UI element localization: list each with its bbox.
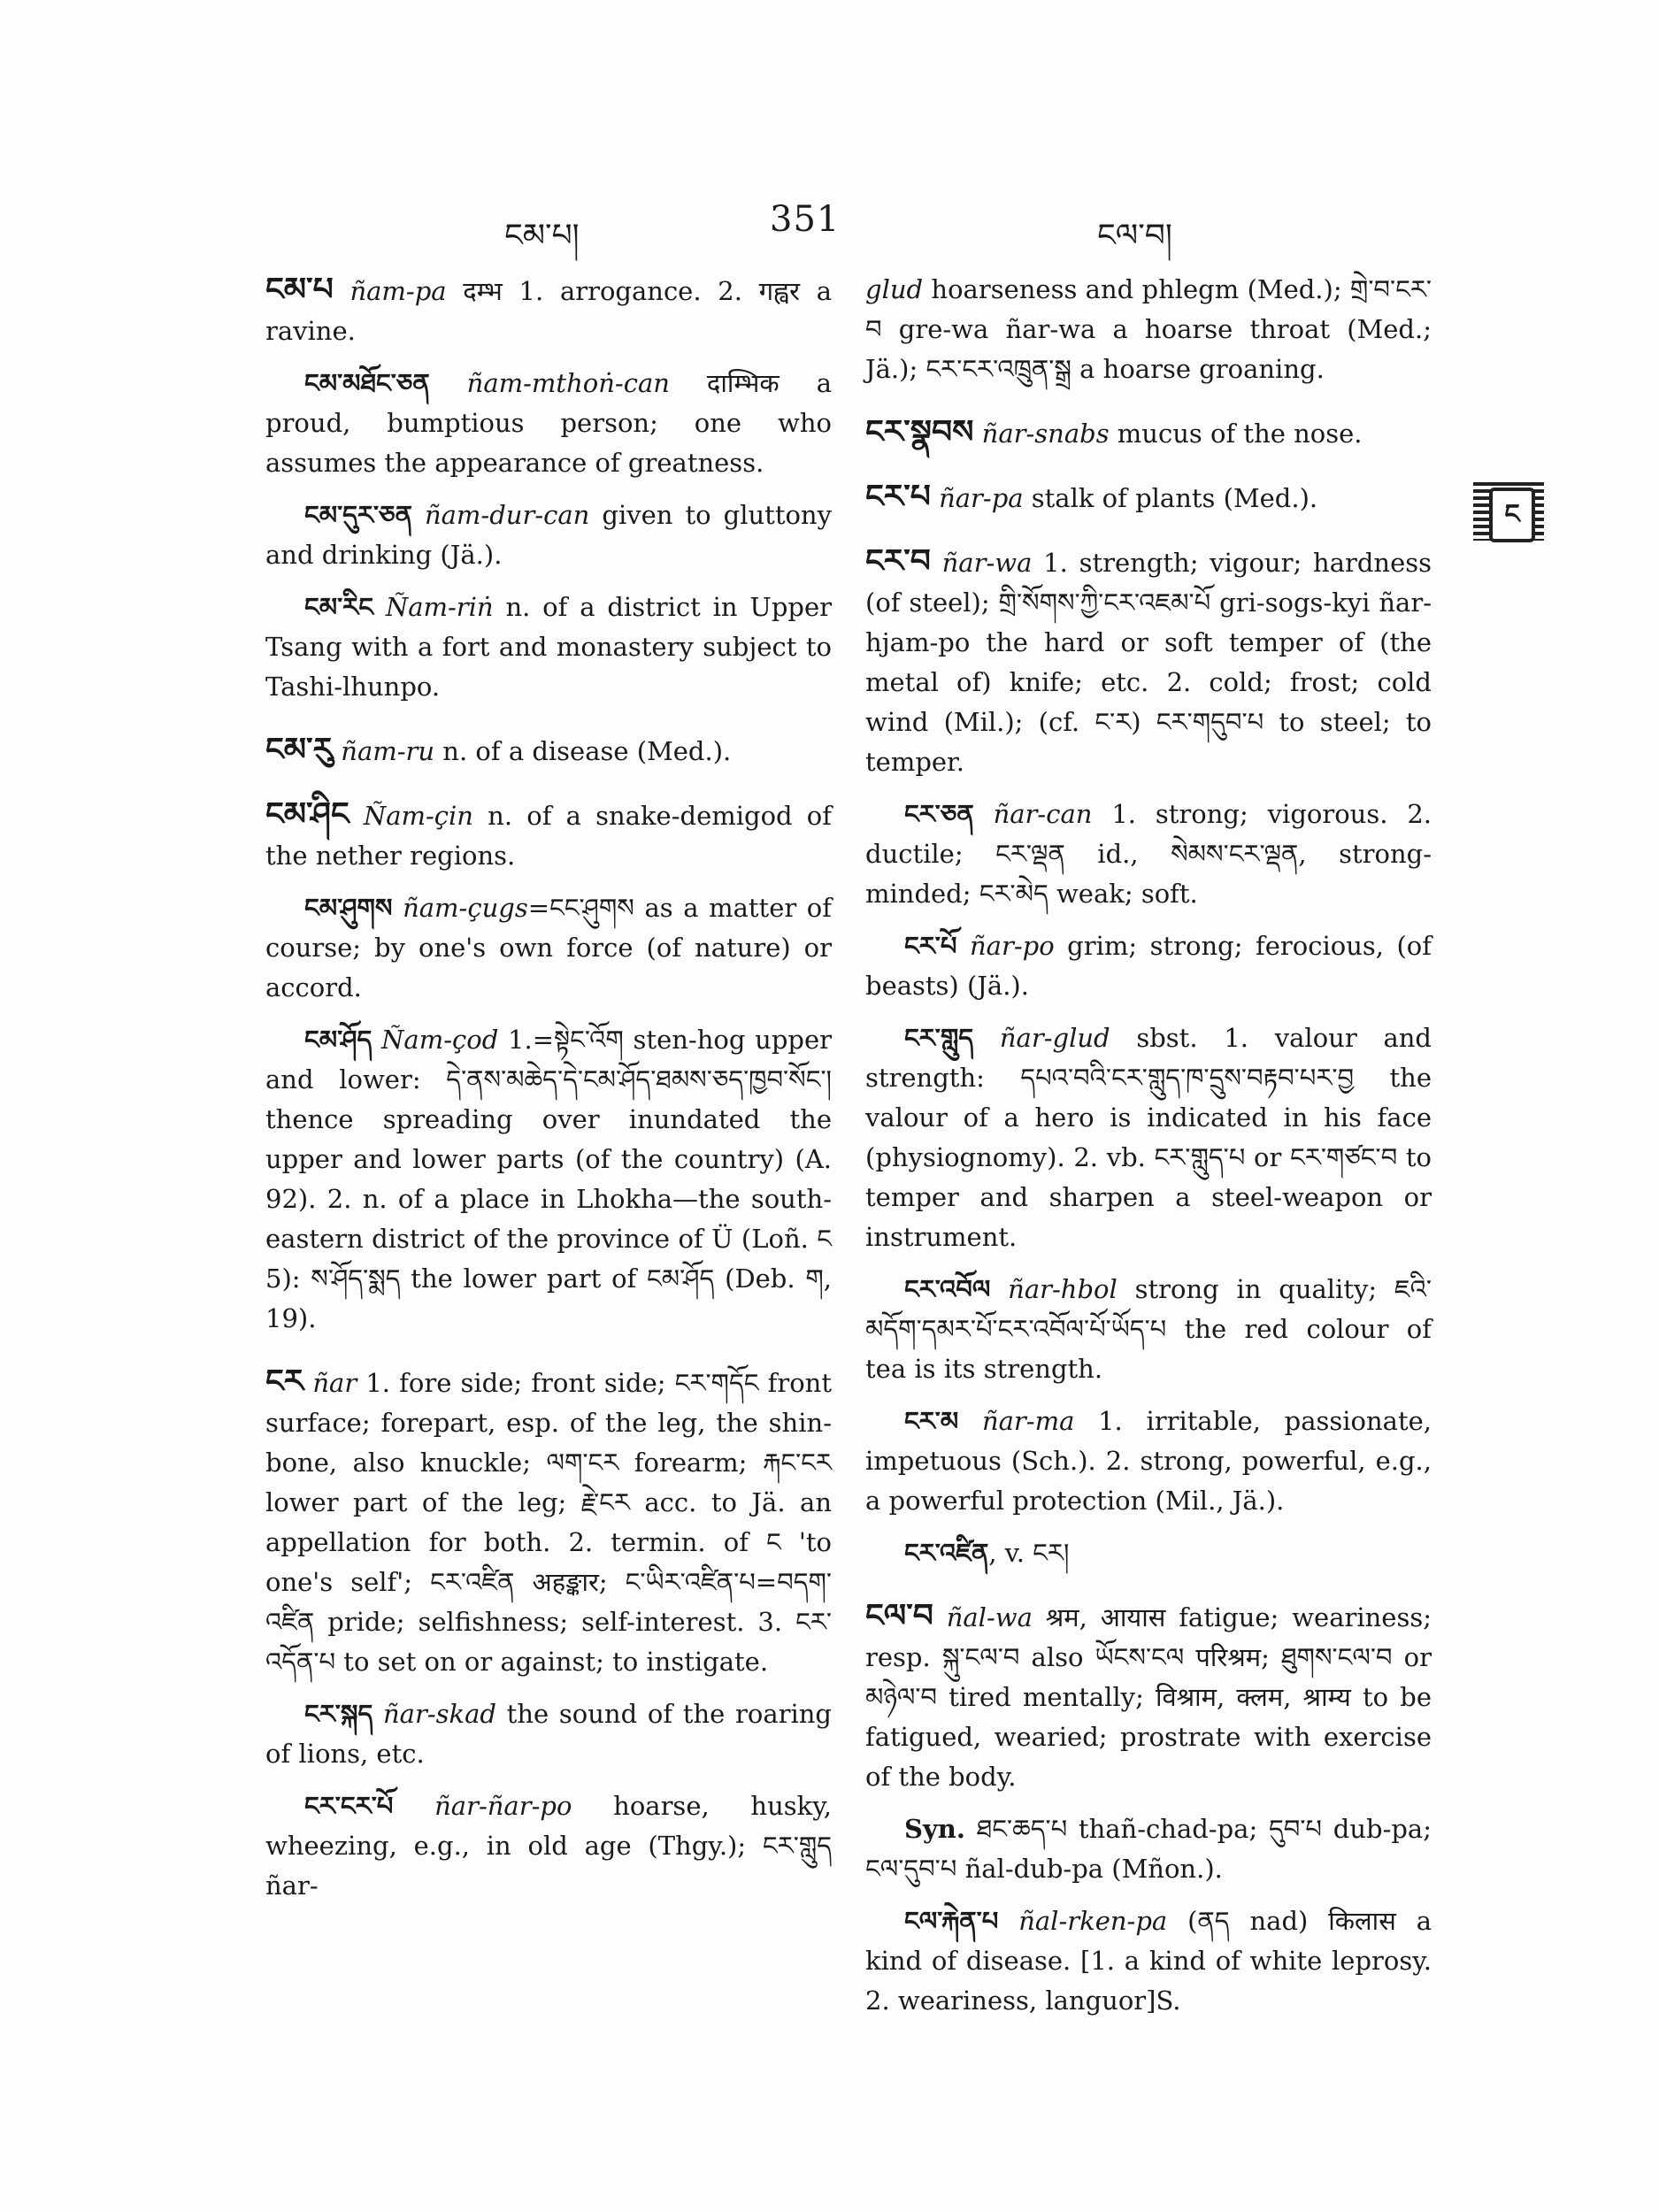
entry-transliteration: ñar-po	[970, 931, 1055, 961]
entry-definition: श्रम, आयास fatigue; weariness; resp. སྐུ་ངལ་བ also ཡོངས་ངལ परिश्रम; ཐུགས་ངལ་བ or མཉེལ་བ tired mentally; विश्राम, क्लम, श्राम्य to be fatigued, wearied; prostrate with exercise of the body.	[865, 1602, 1432, 1792]
dictionary-entry	[865, 477, 1432, 518]
dictionary-entry	[265, 888, 832, 1008]
entry-transliteration: ñar-wa	[941, 548, 1033, 578]
entry-headword: ངལ་རྐེན་པ	[904, 1906, 999, 1936]
running-head-left: ངམ་པ།	[504, 218, 580, 254]
entry-transliteration: ñam-ru	[341, 736, 435, 766]
entry-headword: ངར་འབོལ	[904, 1274, 991, 1304]
entry-headword: ངམ་ཤོད	[304, 1025, 373, 1055]
entry-headword: ངམ་མཐོང་ཅན	[304, 368, 430, 398]
entry-transliteration: ñar-ñar-po	[434, 1791, 572, 1821]
entry-headword: ངར་ངར་པོ	[304, 1791, 394, 1821]
page-number: 351	[770, 199, 841, 240]
entry-headword: ངར་བ	[865, 542, 931, 580]
entry-transliteration: glud	[865, 274, 924, 304]
entry-definition: mucus of the nose.	[1109, 419, 1363, 449]
entry-headword: ངམ་ཤིང	[265, 795, 349, 833]
dictionary-entry	[265, 1694, 832, 1774]
entry-transliteration: ñam-dur-can	[424, 500, 590, 530]
dictionary-entry	[865, 1402, 1432, 1521]
entry-transliteration: ñam-çugs	[403, 893, 528, 923]
entry-definition: stalk of plants (Med.).	[1023, 483, 1318, 513]
entry-definition: hoarseness and phlegm (Med.); གྲེ་བ་ངར་བ gre-wa ñar-wa a hoarse throat (Med.; Jä.); ངར་ངར་འཁྲུན་སྒྲ a hoarse groaning.	[865, 274, 1432, 384]
dictionary-entry	[265, 1020, 832, 1339]
entry-definition: 1. fore side; front side; ངར་གདོང front surface; forepart, esp. of the leg, the shin-bone, also knuckle; ལག་ངར forearm; རྐང་ངར lower part of the leg; རྗེ་ངར acc. to Jä. an appellation for both. 2. termin. of ང 'to one's self'; ངར་འཛིན अहङ्कार; ང་ཡིར་འཛིན་པ=བདག་འཛིན pride; selfishness; self-interest. 3. ངར་འདོན་པ to set on or against; to instigate.	[265, 1368, 833, 1677]
entry-headword: Syn.	[904, 1814, 965, 1844]
entry-headword: ངམ་ཤུགས	[304, 893, 393, 923]
entry-definition: दाम्भिक a proud, bumptious person; one who assumes the appearance of greatness.	[265, 368, 832, 478]
dictionary-entry	[865, 1533, 1432, 1573]
entry-transliteration: Ñam-riṅ	[385, 592, 494, 622]
entry-transliteration: ñar-glud	[999, 1023, 1110, 1053]
dictionary-entry	[865, 1596, 1432, 1797]
entry-transliteration: ñar	[312, 1368, 357, 1398]
entry-definition: 1. strong; vigorous. 2. ductile; ངར་ལྡན id., སེམས་ངར་ལྡན, strong-minded; ངར་མེད weak; soft.	[865, 799, 1432, 909]
entry-transliteration: ñam-mthoṅ-can	[466, 368, 670, 398]
entry-definition: the sound of the roaring of lions, etc.	[265, 1699, 832, 1769]
entry-definition: grim; strong; ferocious, (of beasts) (Jä.).	[865, 931, 1432, 1001]
entry-headword: ངམ་པ	[265, 271, 334, 308]
dictionary-entry	[865, 1901, 1432, 2021]
dictionary-entry	[865, 541, 1432, 782]
entry-definition: strong in quality; ཇའི་མདོག་དམར་པོ་ངར་འབོལ་པོ་ཡོད་པ the red colour of tea is its strength.	[865, 1274, 1432, 1384]
entry-definition: given to gluttony and drinking (Jä.).	[265, 500, 832, 570]
entry-definition: (ནད nad) किलास a kind of disease. [1. a kind of white leprosy. 2. weariness, languor]S.	[865, 1906, 1432, 2016]
entry-definition: दम्भ 1. arrogance. 2. गह्वर a ravine.	[265, 276, 833, 346]
entry-definition: n. of a disease (Med.).	[434, 736, 732, 766]
entry-transliteration: Ñam-çin	[363, 801, 473, 831]
entry-definition: n. of a district in Upper Tsang with a fort and monastery subject to Tashi-lhunpo.	[265, 592, 832, 702]
entry-definition: 1. irritable, passionate, impetuous (Sch.). 2. strong, powerful, e.g., a powerful protection (Mil., Jä.).	[865, 1406, 1432, 1516]
entry-headword: ངལ་བ	[865, 1597, 933, 1634]
entry-transliteration: ñal-wa	[946, 1602, 1033, 1632]
entry-transliteration: ñar-ma	[981, 1406, 1075, 1436]
entry-definition: ཐང་ཆད་པ thañ-chad-pa; དུབ་པ dub-pa; ངལ་དུབ་པ ñal-dub-pa (Mñon.).	[865, 1814, 1432, 1884]
page-header	[265, 199, 1416, 252]
entry-headword: ངར་སྐད	[304, 1699, 373, 1729]
entry-definition: , v. ངར།	[988, 1538, 1070, 1568]
dictionary-entry	[865, 926, 1432, 1006]
thumb-index-tab	[1473, 482, 1544, 541]
dictionary-entry	[265, 795, 832, 876]
dictionary-entry	[865, 1270, 1432, 1389]
dictionary-entry-continued	[865, 270, 1432, 389]
entry-headword: ངར	[265, 1363, 304, 1400]
thumb-index-letter: ང	[1489, 488, 1535, 542]
entry-transliteration: ñar-skad	[383, 1699, 496, 1729]
entry-transliteration: Ñam-çod	[381, 1025, 499, 1055]
entry-headword: ངར་མ	[904, 1406, 959, 1436]
entry-headword: ངམ་རུ	[265, 731, 334, 768]
dictionary-entry	[865, 412, 1432, 454]
entry-headword: ངར་པོ	[904, 931, 957, 961]
dictionary-entry	[265, 270, 832, 351]
entry-headword: ངམ་དུར་ཅན	[304, 500, 412, 530]
entry-definition: 1. strength; vigour; hardness (of steel); གྲི་སོགས་ཀྱི་ངར་འཇམ་པོ gri-sogs-kyi ñar-hjam-po the hard or soft temper of (the metal of) knife; etc. 2. cold; frost; cold wind (Mil.); (cf. ང་ར) ངར་གདུབ་པ to steel; to temper.	[865, 548, 1432, 777]
running-head-right: ངལ་བ།	[1097, 218, 1172, 254]
dictionary-entry	[265, 364, 832, 483]
right-column	[865, 270, 1432, 2033]
dictionary-entry	[865, 795, 1432, 914]
entry-headword: ངར་ཅན	[904, 799, 974, 829]
left-column	[265, 270, 832, 1918]
dictionary-entry	[265, 588, 832, 707]
entry-transliteration: ñar-hbol	[1008, 1274, 1118, 1304]
dictionary-entry	[265, 730, 832, 772]
entry-transliteration: ñam-pa	[349, 276, 447, 306]
entry-headword: ངམ་རིང	[304, 592, 373, 622]
entry-transliteration: ñal-rken-pa	[1018, 1906, 1168, 1936]
dictionary-entry	[265, 1786, 832, 1906]
entry-definition: =ངང་ཤུགས as a matter of course; by one's own force (of nature) or accord.	[265, 893, 832, 1002]
entry-headword: ངར་པ	[865, 478, 931, 515]
entry-definition: sbst. 1. valour and strength: དཔའ་བའི་ངར་གླུད་ཁ་དྲུས་བརྟབ་པར་བྱ the valour of a hero is indicated in his face (physiognomy). 2. vb. ངར་གླུད་པ or ངར་གཙང་བ to temper and sharpen a steel-weapon or instrument.	[865, 1023, 1432, 1252]
entry-headword: ངར་གླུད	[904, 1023, 974, 1053]
dictionary-entry	[865, 1018, 1432, 1257]
entry-definition: 1.=སྟེང་འོག sten-hog upper and lower: དེ་ནས་མཆེད་དེ་ངམ་ཤོད་ཐམས་ཅད་ཁྱབ་སོང་། thence spreading over inundated the upper and lower parts (of the country) (A. 92). 2. n. of a place in Lhokha—the south-eastern district of the province of Ü (Loñ. ང 5): ས་ཤོད་སྨད the lower part of ངམ་ཤོད (Deb. ག, 19).	[265, 1025, 833, 1333]
entry-headword: ངར་འཛིན	[904, 1538, 989, 1568]
dictionary-entry	[265, 1362, 832, 1682]
dictionary-entry	[265, 495, 832, 575]
entry-definition: n. of a snake-demigod of the nether regions.	[265, 801, 832, 871]
entry-transliteration: ñar-snabs	[981, 419, 1110, 449]
entry-headword: ངར་སྣབས	[865, 413, 974, 450]
entry-transliteration: ñar-can	[993, 799, 1093, 829]
entry-definition: hoarse, husky, wheezing, e.g., in old age (Thgy.); ངར་གླུད ñar-	[265, 1791, 832, 1901]
dictionary-entry	[865, 1809, 1432, 1889]
entry-transliteration: ñar-pa	[939, 483, 1024, 513]
